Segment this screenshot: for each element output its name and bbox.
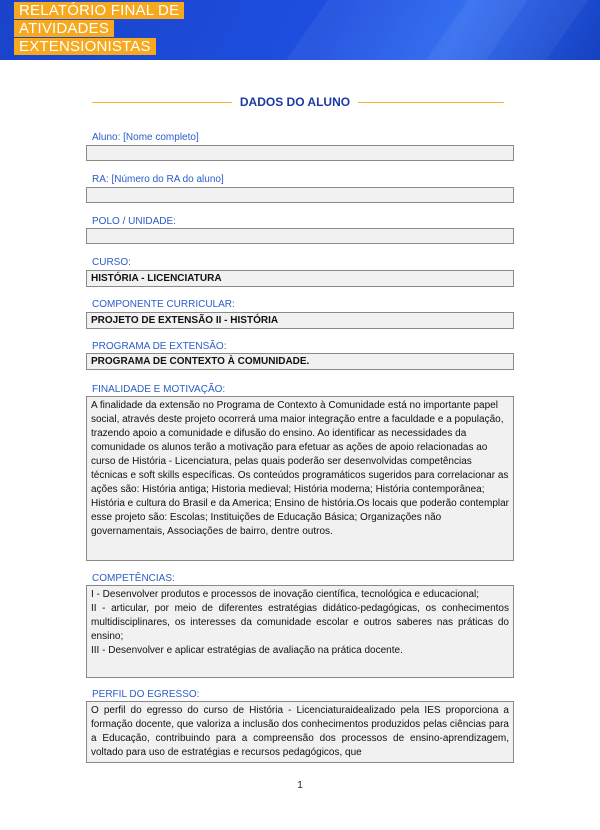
aluno-label: Aluno: [Nome completo] xyxy=(92,132,199,143)
polo-label: POLO / UNIDADE: xyxy=(92,216,176,227)
finalidade-text: A finalidade da extensão no Programa de Contexto à Comunidade está no importante papel social, através deste projeto ocorrerá uma maior integração entre a faculdade e a população, trazendo apoio a comunidade e difusão do ensino. Ao identificar as necessidades da comunidade os alunos terão a motivação para efetuar as ações de apoio relacionadas ao curso de História - Licenciatura, pelas quais poderão ser desenvolvidas competências técnicas e soft skills específicas. Os conteúdos programáticos sugeridos para correlacionar as ações são: História antiga; Historia medieval; História moderna; História contemporânea; História e cultura do Brasil e da America; Ensino de história.Os locais que poderão contemplar esse projeto são: Escolas; Instituições de Educação Básica; Organizações não governamentais, Associações de bairro, dentre outros. xyxy=(91,400,509,537)
competencia-item: III - Desenvolver e aplicar estratégias de avaliação na prática docente. xyxy=(91,645,403,656)
aluno-field[interactable] xyxy=(86,145,514,161)
curso-field: HISTÓRIA - LICENCIATURA xyxy=(86,270,514,287)
divider xyxy=(92,102,232,103)
programa-label: PROGRAMA DE EXTENSÃO: xyxy=(92,341,227,352)
perfil-box xyxy=(86,701,514,763)
report-title-line: RELATÓRIO FINAL DE xyxy=(14,2,184,19)
report-title-line: ATIVIDADES xyxy=(14,20,114,37)
ra-field[interactable] xyxy=(86,187,514,203)
competencia-item: II - articular, por meio de diferentes estratégias didático-pedagógicas, os conhecimentos multidisciplinares, os interesses da comunidade escolar e outros saberes nas práticas do ensino; xyxy=(91,603,509,642)
ra-label: RA: [Número do RA do aluno] xyxy=(92,174,224,185)
section-heading xyxy=(92,94,504,110)
curso-label: CURSO: xyxy=(92,257,131,268)
divider xyxy=(358,102,504,103)
polo-field[interactable] xyxy=(86,228,514,244)
finalidade-label: FINALIDADE E MOTIVAÇÃO: xyxy=(92,384,226,395)
competencias-label: COMPETÊNCIAS: xyxy=(92,573,175,584)
section-title: DADOS DO ALUNO xyxy=(239,95,351,109)
report-title xyxy=(14,2,184,56)
competencia-item: I - Desenvolver produtos e processos de inovação científica, tecnológica e educacional; xyxy=(91,589,480,600)
componente-field: PROJETO DE EXTENSÃO II - HISTÓRIA xyxy=(86,312,514,329)
header-banner xyxy=(0,0,600,60)
programa-field: PROGRAMA DE CONTEXTO À COMUNIDADE. xyxy=(86,353,514,370)
finalidade-box xyxy=(86,396,514,561)
perfil-label: PERFIL DO EGRESSO: xyxy=(92,689,200,700)
competencias-box xyxy=(86,585,514,678)
report-title-line: EXTENSIONISTAS xyxy=(14,38,156,55)
perfil-text: O perfil do egresso do curso de História - Licenciaturaidealizado pela IES proporciona a formação docente, que valoriza a inclusão dos conhecimentos produzidos pelas ciências para a Educação, contribuindo para a compreensão dos processos de ensino-aprendizagem, voltado para uso de estratégias e recursos pedagógicos, que xyxy=(91,705,509,758)
componente-label: COMPONENTE CURRICULAR: xyxy=(92,299,235,310)
page-number: 1 xyxy=(297,780,303,791)
competencias-list xyxy=(87,586,513,660)
